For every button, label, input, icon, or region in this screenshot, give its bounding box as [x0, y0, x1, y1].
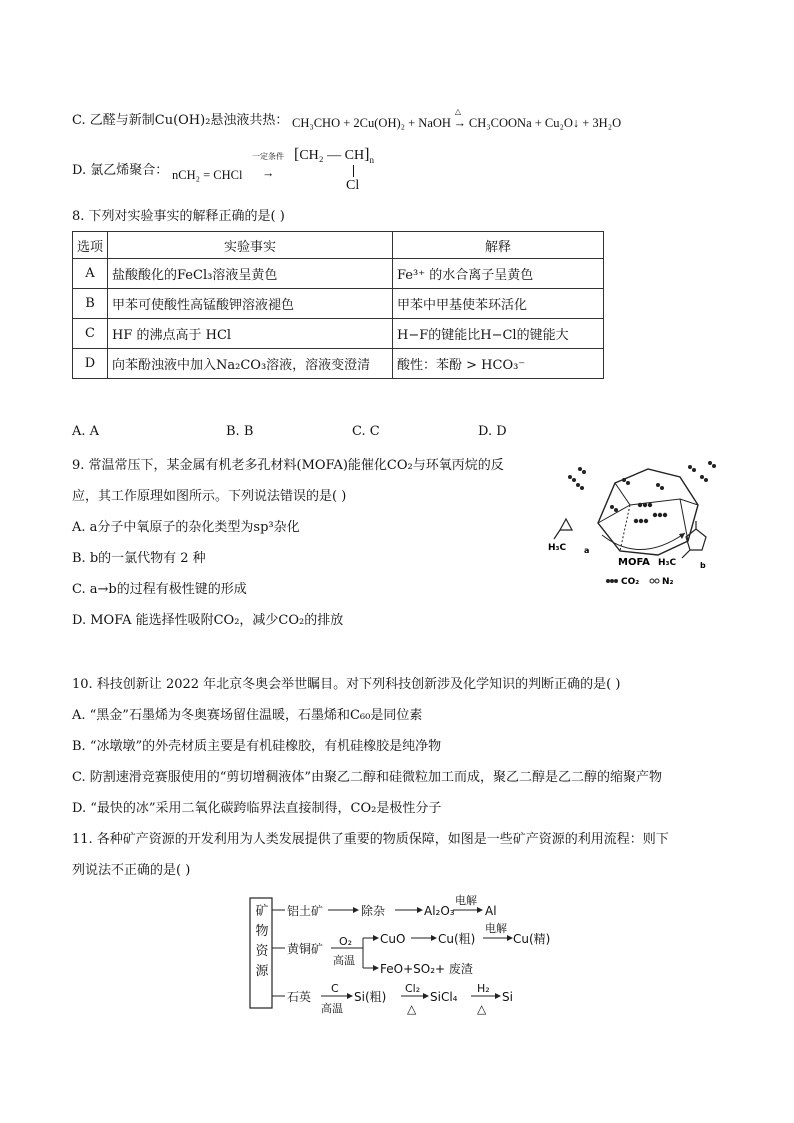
- table-row: [73, 349, 604, 379]
- q10-option-d: D. “最快的冰”采用二氧化碳跨临界法直接制得，CO₂是极性分子: [72, 801, 442, 816]
- q9-stem-line2: 应，其工作原理如图所示。下列说法错误的是( ): [72, 489, 347, 504]
- row2-source: 黄铜矿: [287, 942, 324, 956]
- q7-d-condition: 一定条件: [252, 152, 284, 161]
- row-option: D: [73, 349, 108, 379]
- row3-cond1-top: C: [331, 982, 339, 995]
- row-fact: HF 的沸点高于 HCl: [108, 319, 393, 349]
- q9-stem-line1: 9. 常温常压下，某金属有机老多孔材料(MOFA)能催化CO₂与环氧丙烷的反: [72, 458, 504, 473]
- q8-stem: 8. 下列对实验事实的解释正确的是( ): [72, 209, 285, 224]
- q7-c-label: C. 乙醛与新制Cu(OH)₂悬浊液共热：: [72, 113, 289, 128]
- row3-cond2-top: Cl₂: [405, 982, 421, 995]
- q7-d-bracket-right: ]: [364, 146, 370, 163]
- q7-d-polymer: [294, 145, 374, 170]
- row3-product: Si: [502, 990, 513, 1004]
- row2-branch1-b: Cu(粗): [438, 932, 476, 946]
- legend-n2-icon: [650, 579, 659, 583]
- row1-source: 铝土矿: [287, 904, 324, 918]
- q7-option-c: [72, 111, 288, 131]
- row2-branch1-a: CuO: [380, 932, 406, 946]
- q7-d-label: D. 氯乙烯聚合：: [72, 163, 169, 178]
- row3-step1: Si(粗): [354, 990, 387, 1004]
- epoxide-ring: [560, 519, 572, 530]
- q7-c-reactants: CH₃CHO + 2Cu(OH)₂ + NaOH: [292, 116, 451, 130]
- q7-c-heat: △: [454, 107, 462, 116]
- q8-option-b: B. B: [226, 424, 254, 439]
- row-explain: Fe³⁺ 的水合离子呈黄色: [393, 259, 604, 289]
- q9-option-a: A. a分子中氧原子的杂化类型为sp³杂化: [72, 520, 300, 535]
- q10-option-b: B. “冰墩墩”的外壳材质主要是有机硅橡胶，有机硅橡胶是纯净物: [72, 739, 442, 754]
- row-fact: 甲苯可使酸性高锰酸钾溶液褪色: [108, 289, 393, 319]
- co2-molecules: [568, 461, 716, 523]
- table-row: [73, 259, 604, 289]
- q7-d-cl: Cl: [346, 178, 360, 193]
- table-row: [73, 289, 604, 319]
- q11-stem-line1: 11. 各种矿产资源的开发利用为人类发展提供了重要的物质保障，如图是一些矿产资源的利用流程：则下: [72, 832, 669, 847]
- q8-option-c: C. C: [352, 424, 380, 439]
- polyhedron-edge: [598, 483, 630, 523]
- legend-n2: N₂: [662, 577, 674, 587]
- row-fact: 向苯酚浊液中加入Na₂CO₃溶液，溶液变澄清: [108, 349, 393, 379]
- header-option: 选项: [73, 232, 108, 259]
- row2-branch1-cond: 电解: [485, 922, 507, 935]
- q11-stem-line2: 列说法不正确的是( ): [72, 863, 191, 878]
- h3c-label-left: H₃C: [548, 543, 567, 553]
- h3c-label-right: H₃C: [658, 558, 677, 568]
- q7-d-n: n: [369, 154, 374, 165]
- q7-option-d: [72, 161, 168, 181]
- row3-cond1-bottom: 高温: [321, 1002, 343, 1015]
- q8-option-d: D. D: [478, 424, 507, 439]
- q7-c-equation: [292, 107, 622, 133]
- row1-step1: 除杂: [361, 904, 386, 918]
- legend-co2-icon: [606, 579, 618, 583]
- polyhedron-edge: [620, 505, 630, 551]
- row-option: C: [73, 319, 108, 349]
- mofa-label: MOFA: [618, 557, 650, 568]
- row3-cond3-bottom: △: [477, 1002, 487, 1016]
- q7-c-arrow: → △: [451, 113, 469, 133]
- row3-cond2-bottom: △: [407, 1002, 417, 1016]
- mofa-diagram: [540, 455, 730, 590]
- row-option: A: [73, 259, 108, 289]
- q10-stem: 10. 科技创新让 2022 年北京冬奥会举世瞩目。对下列科技创新涉及化学知识的判断正确的是( ): [72, 677, 621, 692]
- row3-step2: SiCl₄: [430, 990, 458, 1004]
- methyl-bond: [682, 550, 690, 558]
- methyl-bond: [554, 530, 560, 539]
- q8-table: [72, 231, 604, 379]
- row3-cond3-top: H₂: [477, 982, 490, 995]
- row2-branch2: FeO+SO₂+ 废渣: [380, 962, 473, 976]
- row-explain: 酸性：苯酚 > HCO₃⁻: [393, 349, 604, 379]
- row-option: B: [73, 289, 108, 319]
- label-b: b: [700, 561, 706, 570]
- resource-box-vertical-label: 矿物资源: [255, 904, 269, 979]
- header-fact: 实验事实: [108, 232, 393, 259]
- header-explain: 解释: [393, 232, 604, 259]
- row2-branch1-c: Cu(精): [513, 932, 551, 946]
- row2-cond-top: O₂: [339, 935, 353, 948]
- q7-d-monomer: nCH₂ = CHCl: [172, 168, 243, 182]
- mineral-flowchart: [245, 890, 565, 1020]
- row1-condition: 电解: [455, 894, 477, 907]
- q7-d-chain: CH₂ — CH: [299, 148, 365, 163]
- row-fact: 盐酸酸化的FeCl₃溶液呈黄色: [108, 259, 393, 289]
- q9-option-c: C. a→b的过程有极性键的形成: [72, 582, 247, 597]
- row1-step2: Al₂O₃: [424, 904, 455, 918]
- row-explain: 甲苯中甲基使苯环活化: [393, 289, 604, 319]
- q10-option-c: C. 防割速滑竞赛服使用的“剪切增稠液体”由聚乙二醇和硅微粒加工而成，聚乙二醇是乙二醇的缩聚产物: [72, 770, 663, 785]
- q7-d-bracket-left: [: [294, 146, 300, 163]
- legend-co2: CO₂: [621, 577, 640, 587]
- q7-c-products: CH₃COONa + Cu₂O↓ + 3H₂O: [468, 116, 622, 130]
- row1-product: Al: [485, 904, 497, 918]
- table-header-row: [73, 232, 604, 259]
- table-row: [73, 319, 604, 349]
- q7-d-arrow: →: [262, 166, 275, 180]
- row2-cond-bottom: 高温: [333, 954, 355, 967]
- q10-option-a: A. “黑金”石墨烯为冬奥赛场留住温暖，石墨烯和C₆₀是同位素: [72, 708, 423, 723]
- q8-option-a: A. A: [72, 424, 100, 439]
- reaction-arrow: [602, 533, 685, 550]
- row-explain: H−F的键能比H−Cl的键能大: [393, 319, 604, 349]
- row3-source: 石英: [287, 990, 312, 1004]
- label-a: a: [584, 546, 590, 555]
- q9-option-d: D. MOFA 能选择性吸附CO₂，减少CO₂的排放: [72, 613, 344, 628]
- q9-option-b: B. b的一氯代物有 2 种: [72, 551, 206, 566]
